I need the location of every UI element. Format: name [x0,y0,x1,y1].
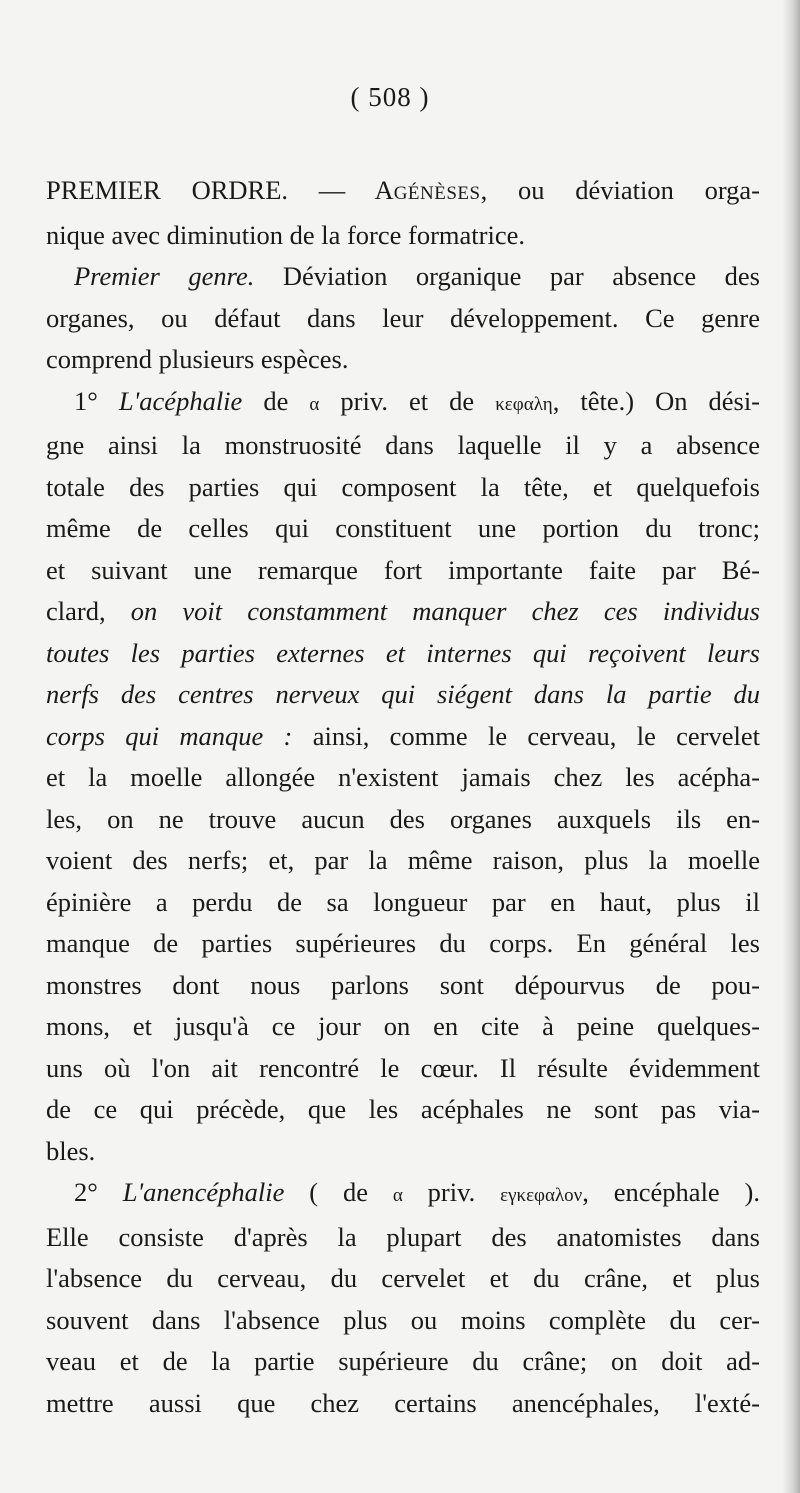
text-line [46,1048,760,1090]
text-segment: mons, et jusqu'à ce jour on en cite à peine quelques- [46,1011,760,1041]
text-segment: 1° [74,385,119,416]
text-line [46,1089,760,1131]
text-segment: et suivant une remarque fort importante faite par Bé- [46,554,760,585]
text-line [46,716,760,758]
text-segment: L'anencéphalie [122,1177,285,1207]
text-segment: corps qui manque : [46,720,293,751]
text-line [46,1341,760,1383]
text-segment: , ou déviation orga- [480,175,761,205]
text-segment: priv. et de [319,385,496,416]
text-segment: , tête.) On dési- [552,385,760,416]
text-line [46,1258,760,1300]
body-text [46,170,760,1424]
text-line [46,215,760,257]
text-line [46,882,760,924]
text-segment: ( de [284,1177,393,1207]
text-segment: clard, [46,596,131,626]
text-line [46,1172,760,1217]
text-line [46,467,760,509]
text-line [46,965,760,1007]
text-line [46,508,760,550]
text-line [46,1006,760,1048]
text-segment: les, on ne trouve aucun des organes auxquels ils en- [46,803,760,834]
text-line [46,591,760,633]
text-segment: bles. [46,1135,96,1166]
text-line [46,674,760,716]
page-binding-shadow [782,0,800,1493]
text-line [46,757,760,799]
text-segment: L'acéphalie [118,385,243,416]
text-segment: 2° [74,1177,123,1207]
text-segment: uns où l'on ait rencontré le cœur. Il résulte évidemment [46,1052,760,1083]
text-line [46,298,760,340]
text-line [46,381,760,426]
text-segment: εγκεφαλον [500,1185,583,1206]
text-segment: α [392,1185,403,1206]
text-line [46,550,760,592]
text-segment: PREMIER ORDRE. — A [46,175,394,205]
text-segment: de ce qui précède, que les acéphales ne sont pas via- [46,1094,760,1124]
text-segment: organes, ou défaut dans leur développement. Ce genre [46,302,760,333]
text-segment: veau et de la partie supérieure du crâne; on doit ad- [46,1346,760,1376]
text-line [46,339,760,381]
text-segment: ainsi, comme le cerveau, le cervelet [292,720,760,751]
page-number: ( 508 ) [350,82,430,112]
text-segment: priv. [402,1177,501,1207]
text-segment: κεφαλη [495,393,553,415]
text-segment: toutes les parties externes et internes qui reçoivent leurs [46,637,760,668]
text-segment: l'absence du cerveau, du cervelet et du crâne, et plus [46,1263,760,1293]
text-segment: manque de parties supérieures du corps. En général les [46,928,760,958]
text-segment: on voit constamment manquer chez ces individus [130,596,760,626]
text-line [46,425,760,467]
text-segment: de [242,385,310,416]
text-segment: comprend plusieurs espèces. [46,344,349,374]
text-line [46,1131,760,1173]
text-segment: même de celles qui constituent une portion du tronc; [46,513,760,543]
text-line [46,840,760,882]
text-segment: totale des parties qui composent la tête, et quelquefois [46,471,760,502]
text-line [46,799,760,841]
text-segment: voient des nerfs; et, par la même raison, plus la moelle [46,845,760,875]
text-segment: nique avec diminution de la force formatrice. [46,219,526,250]
text-line [46,256,760,298]
text-line [46,1383,760,1425]
text-segment: mettre aussi que chez certains anencéphales, l'exté- [46,1387,760,1418]
text-segment: souvent dans l'absence plus ou moins complète du cer- [46,1304,760,1335]
text-segment: épinière a perdu de sa longueur par en haut, plus il [46,886,760,917]
text-line [46,923,760,965]
text-segment: Déviation organique par absence des [254,261,760,291]
text-line [46,633,760,675]
text-line [46,170,760,215]
text-segment: Elle consiste d'après la plupart des anatomistes dans [46,1221,760,1252]
text-segment: et la moelle allongée n'existent jamais chez les acépha- [46,762,760,792]
text-segment: monstres dont nous parlons sont dépourvus de pou- [46,969,760,1000]
text-segment: GÉNÈSES [393,183,481,204]
text-segment: , encéphale ). [582,1177,761,1207]
text-segment: α [309,393,320,415]
text-segment: gne ainsi la monstruosité dans laquelle il y a absence [46,430,760,460]
text-line [46,1217,760,1259]
text-segment: nerfs des centres nerveux qui siégent dans la partie du [46,679,760,709]
text-line [46,1300,760,1342]
text-segment: Premier genre. [74,261,255,291]
